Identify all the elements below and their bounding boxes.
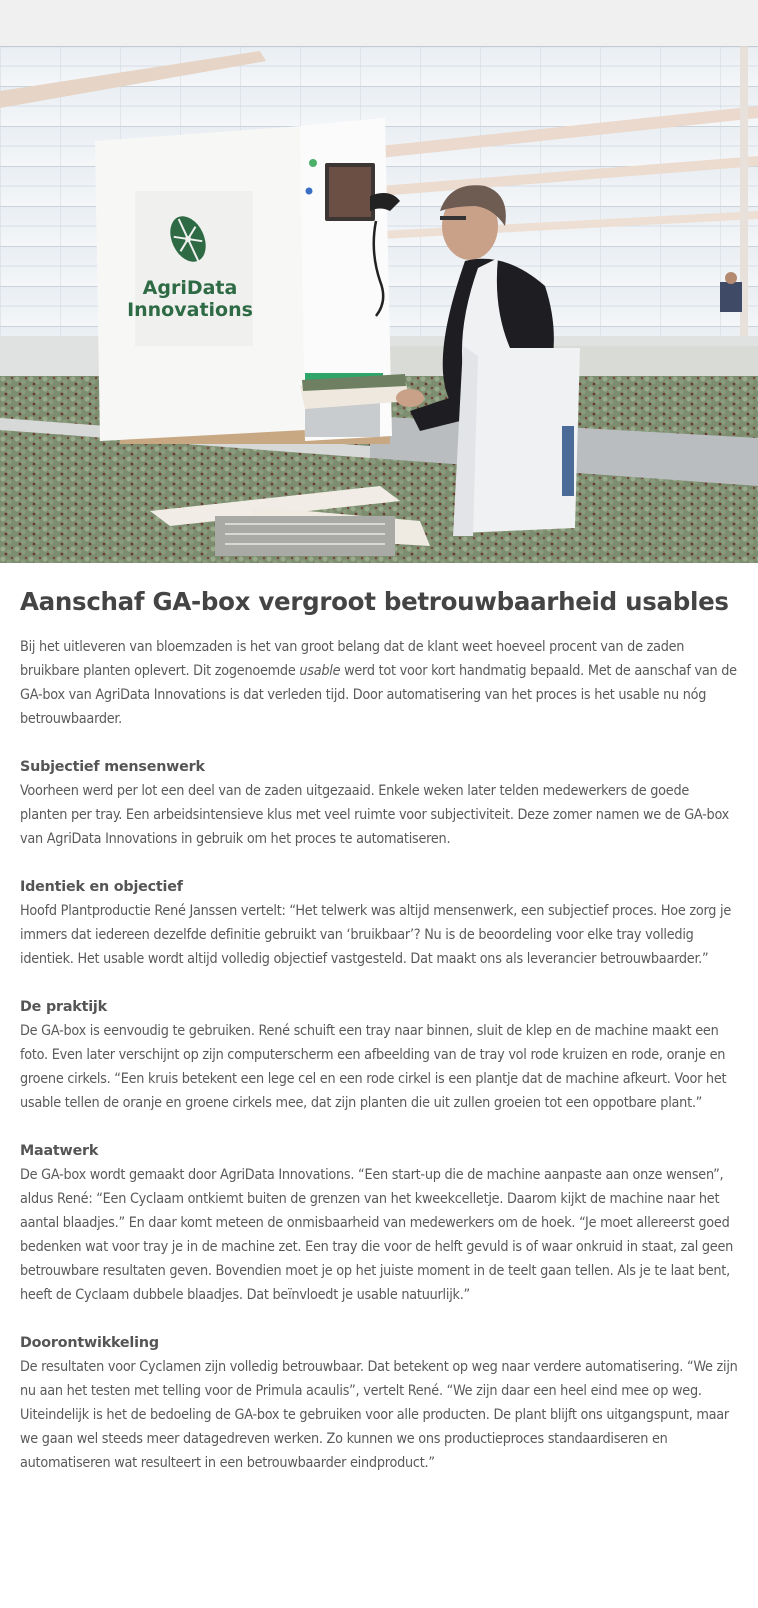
hero-image: [0, 46, 758, 563]
section-identiek-en-objectief: [20, 875, 738, 971]
section-heading: Maatwerk: [20, 1143, 99, 1159]
section-heading: De praktijk: [20, 999, 107, 1015]
svg-text:Innovations: Innovations: [127, 299, 253, 321]
intro-text-end: werd tot voor kort handmatig bepaald. Met de aanschaf van de GA-box van AgriData Innovations is dat verleden tijd. Door automatisering van het proces is het usable nu nóg betrouwbaarder.: [20, 663, 737, 727]
intro-text-start: Bij het uitleveren van bloemzaden is het van groot belang dat de klant weet hoeveel procent van de zaden bruikbare planten oplevert. Dit zogenoemde: [20, 639, 685, 679]
intro-paragraph: [20, 635, 738, 731]
section-body: De GA-box is eenvoudig te gebruiken. René schuift een tray naar binnen, sluit de klep en de machine maakt een foto. Even later verschijnt op zijn computerscherm een afbeelding van de tray vol rode kruizen en rode, oranje en groene cirkels. “Een kruis betekent een lege cel en een rode cirkel is een plantje dat de machine afkeurt. Voor het usable tellen de oranje en groene cirkels mee, dat zijn planten die uit zullen groeien tot een oppotbare plant.”: [20, 1023, 727, 1111]
section-heading: Subjectief mensenwerk: [20, 759, 205, 775]
article-title: Aanschaf GA-box vergroot betrouwbaarheid usables: [20, 587, 729, 616]
section-body: Hoofd Plantproductie René Janssen vertelt: “Het telwerk was altijd mensenwerk, een subjectief proces. Hoe zorg je immers dat iedereen dezelfde definitie gebruikt van ‘bruikbaar’? Nu is de beoordeling voor elke tray volledig identiek. Het usable wordt altijd volledig objectief vastgesteld. Dat maakt ons als leverancier betrouwbaarder.”: [20, 903, 732, 967]
section-body: De resultaten voor Cyclamen zijn volledig betrouwbaar. Dat betekent op weg naar verdere automatisering. “We zijn nu aan het testen met telling voor de Primula acaulis”, vertelt René. “We zijn daar een heel eind mee op weg. Uiteindelijk is het de bedoeling de GA-box te gebruiken voor alle producten. De plant blijft ons uitgangspunt, maar we gaan wel steeds meer datagedreven werken. Zo kunnen we ons productieproces standaardiseren en automatiseren wat resulteert in een betrouwbaarder eindproduct.”: [20, 1359, 738, 1471]
section-heading: Identiek en objectief: [20, 879, 183, 895]
section-maatwerk: [20, 1139, 738, 1307]
section-subjectief-mensenwerk: [20, 755, 738, 851]
intro-emphasis: usable: [299, 663, 341, 679]
section-doorontwikkeling: [20, 1331, 738, 1475]
top-bar: [0, 0, 758, 46]
section-body: De GA-box wordt gemaakt door AgriData Innovations. “Een start-up die de machine aanpaste aan onze wensen”, aldus René: “Een Cyclaam ontkiemt buiten de grenzen van het kweekcelletje. Daarom kijkt de machine naar het aantal blaadjes.” En daar komt meteen de onmisbaarheid van medewerkers om de hoek. “Je moet allereerst goed bedenken wat voor tray je in de machine zet. Een tray die voor de helft gevuld is of waar onkruid in staat, zal geen betrouwbare resultaten geven. Bovendien moet je op het juiste moment in de teelt gaan tellen. Als je te laat bent, heeft de Cyclaam dubbele blaadjes. Dat beïnvloedt je usable natuurlijk.”: [20, 1167, 734, 1303]
section-body: Voorheen werd per lot een deel van de zaden uitgezaaid. Enkele weken later telden medewerkers de goede planten per tray. Een arbeidsintensieve klus met veel ruimte voor subjectiviteit. Deze zomer namen we de GA-box van AgriData Innovations in gebruik om het proces te automatiseren.: [20, 783, 729, 847]
section-de-praktijk: [20, 995, 738, 1115]
section-heading: Doorontwikkeling: [20, 1335, 159, 1351]
article: [0, 563, 758, 1515]
svg-text:AgriData: AgriData: [142, 277, 238, 299]
